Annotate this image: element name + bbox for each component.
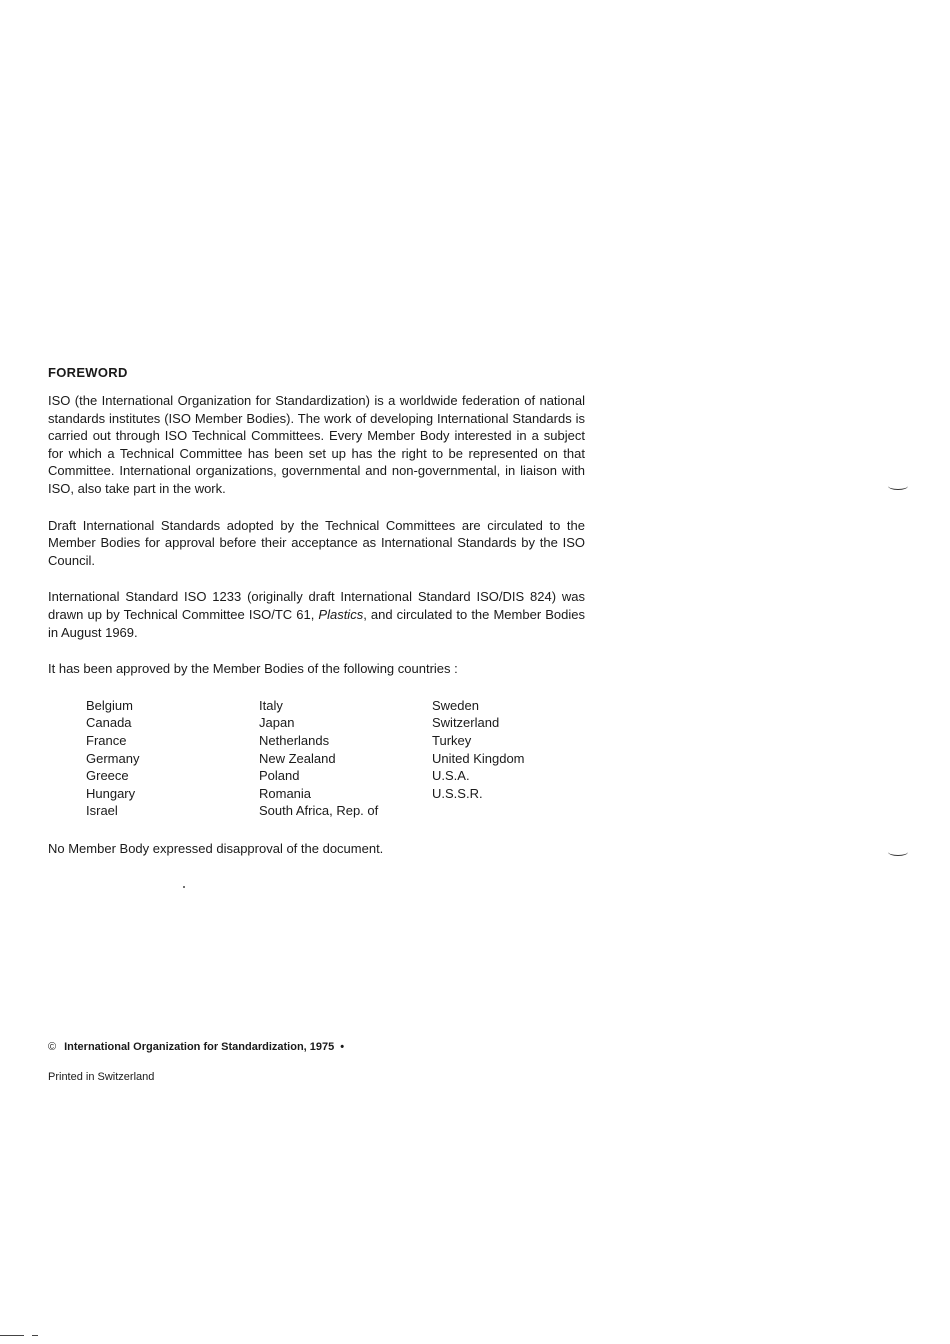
country-item: U.S.A. [432, 768, 470, 784]
country-item: Belgium [86, 697, 133, 713]
country-item: Switzerland [432, 715, 500, 731]
country-item: South Africa, Rep. of [259, 803, 379, 819]
copyright-symbol: © [48, 1041, 57, 1053]
paragraph-3-text-start: International Standard ISO 1233 (originally draft International Standard ISO/DIS 824) was drawn up by Technical Committee ISO/TC 61, [48, 589, 585, 622]
foreword-paragraph-3 [48, 588, 585, 641]
scan-mark-lower-right [888, 848, 908, 856]
country-item: Italy [259, 697, 283, 713]
copyright-text: International Organization for Standardization, 1975 [64, 1041, 335, 1053]
countries-column-2 [259, 697, 432, 820]
paragraph-3-text-end: , and circulated to the Member Bodies in August 1969. [48, 606, 585, 640]
foreword-paragraph-2: Draft International Standards adopted by the Technical Committees are circulated to the Member Bodies for approval before their acceptance as International Standards by the ISO Council. [48, 517, 585, 568]
country-item: France [86, 732, 127, 748]
scan-mark-bottom-left-small [32, 1335, 38, 1336]
country-item: Poland [259, 768, 300, 784]
copyright-notice [48, 1041, 344, 1053]
country-item: United Kingdom [432, 750, 525, 766]
scan-speck [183, 886, 185, 888]
country-item: Japan [259, 715, 295, 731]
country-item: Hungary [86, 785, 136, 801]
country-item: New Zealand [259, 750, 336, 766]
foreword-section [48, 365, 585, 857]
copyright-bullet: • [340, 1041, 345, 1053]
scan-mark-bottom-left [0, 1335, 24, 1336]
country-item: U.S.S.R. [432, 785, 483, 801]
foreword-paragraph-4: It has been approved by the Member Bodies of the following countries : [48, 661, 458, 677]
countries-column-1 [86, 697, 259, 820]
foreword-paragraph-1: ISO (the International Organization for Standardization) is a worldwide federation of national standards institutes (ISO Member Bodies). The work of developing International Standards is carried out through ISO Technical Committees. Every Member Body interested in a subject for which a Technical Committee has been set up has the right to be represented on that Committee. International organizations, governmental and non-governmental, in liaison with ISO, also take part in the work. [48, 393, 585, 496]
foreword-heading: FOREWORD [48, 365, 128, 380]
printed-location: Printed in Switzerland [48, 1071, 155, 1083]
country-item: Sweden [432, 697, 479, 713]
country-item: Israel [86, 803, 118, 819]
country-item: Germany [86, 750, 140, 766]
scan-mark-upper-right [888, 482, 908, 490]
country-item: Greece [86, 768, 129, 784]
country-item: Netherlands [259, 732, 330, 748]
countries-column-3 [432, 697, 605, 820]
country-item: Romania [259, 785, 312, 801]
committee-title: Plastics [318, 606, 364, 622]
foreword-paragraph-5: No Member Body expressed disapproval of the document. [48, 840, 384, 856]
country-item: Canada [86, 715, 132, 731]
approving-countries-list [86, 697, 585, 820]
country-item: Turkey [432, 732, 472, 748]
